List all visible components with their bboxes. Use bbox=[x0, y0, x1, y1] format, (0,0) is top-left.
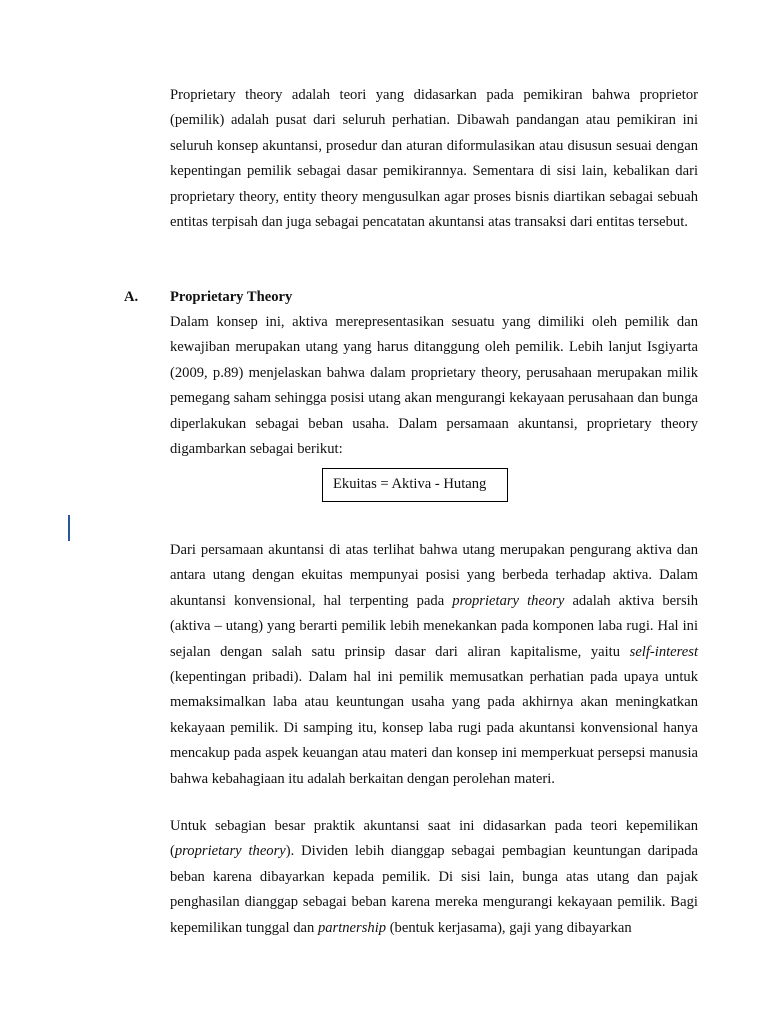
equation-box: Ekuitas = Aktiva - Hutang bbox=[322, 468, 508, 502]
section-a-paragraph-2 bbox=[170, 538, 698, 792]
para3-text-2: ). Dividen lebih dianggap sebagai pembagian keuntungan daripada beban karena dibayarkan kepada pemilik. Di sisi lain, bunga atas utang dan pajak penghasilan dianggap sebagai beban karena mereka mengurangi kekayaan pemilik. Bagi kepemilikan tunggal dan bbox=[170, 843, 698, 936]
para2-text-3: (kepentingan pribadi). Dalam hal ini pemilik memusatkan perhatian pada upaya untuk memaksimalkan laba atau keuntungan usaha yang pada akhirnya akan meningkatkan kekayaan pemilik. Di samping itu, konsep laba rugi pada akuntansi konvensional hanya mencakup pada aspek keuangan atau materi dan konsep ini memperkuat persepsi manusia bahwa kebahagiaan itu adalah berkaitan dengan perolehan materi. bbox=[170, 669, 698, 787]
para2-italic-1: proprietary theory bbox=[452, 592, 565, 609]
para3-text-3: (bentuk kerjasama), gaji yang dibayarkan bbox=[386, 919, 632, 936]
text-cursor bbox=[68, 515, 70, 541]
intro-paragraph: Proprietary theory adalah teori yang didasarkan pada pemikiran bahwa proprietor (pemilik) adalah pusat dari seluruh perhatian. Dibawah pandangan atau pemikiran ini seluruh konsep akuntansi, prosedur dan aturan diformulasikan atau disusun sesuai dengan kepentingan pemilik sebagai dasar pemikirannya. Sementara di sisi lain, kebalikan dari proprietary theory, entity theory mengusulkan agar proses bisnis diartikan sebagai sebuah entitas terpisah dan juga sebagai pencatatan akuntansi atas transaksi dari entitas tersebut. bbox=[170, 87, 698, 231]
para2-italic-2: self-interest bbox=[629, 643, 698, 660]
para2-text-1: Dari persamaan akuntansi di atas terlihat bahwa utang merupakan pengurang aktiva dan antara utang dengan ekuitas mempunyai posisi yang berbeda terhadap aktiva. Dalam akuntansi konvensional, hal terpenting pada bbox=[170, 542, 698, 609]
para3-italic-1: proprietary theory bbox=[174, 843, 286, 860]
section-a-number: A. bbox=[124, 289, 139, 305]
section-a-title: Proprietary Theory bbox=[170, 289, 293, 305]
para2-text-2: adalah aktiva bersih (aktiva – utang) yang berarti pemilik lebih menekankan pada komponen laba rugi. Hal ini sejalan dengan salah satu prinsip dasar dari aliran kapitalisme, yaitu bbox=[170, 592, 698, 660]
para3-text-1: Untuk sebagian besar praktik akuntansi saat ini didasarkan pada teori kepemilikan ( bbox=[170, 818, 698, 860]
para3-italic-2: partnership bbox=[317, 919, 387, 936]
section-a-paragraph-3 bbox=[170, 814, 698, 941]
section-a-paragraph-1: Dalam konsep ini, aktiva merepresentasikan sesuatu yang dimiliki oleh pemilik dan kewajiban merupakan utang yang harus ditanggung oleh pemilik. Lebih lanjut Isgiyarta (2009, p.89) menjelaskan bahwa dalam proprietary theory, perusahaan merupakan milik pemegang saham sehingga posisi utang akan mengurangi kekayaan perusahaan dan bunga diperlakukan sebagai beban usaha. Dalam persamaan akuntansi, proprietary theory digambarkan sebagai berikut: bbox=[170, 314, 698, 458]
